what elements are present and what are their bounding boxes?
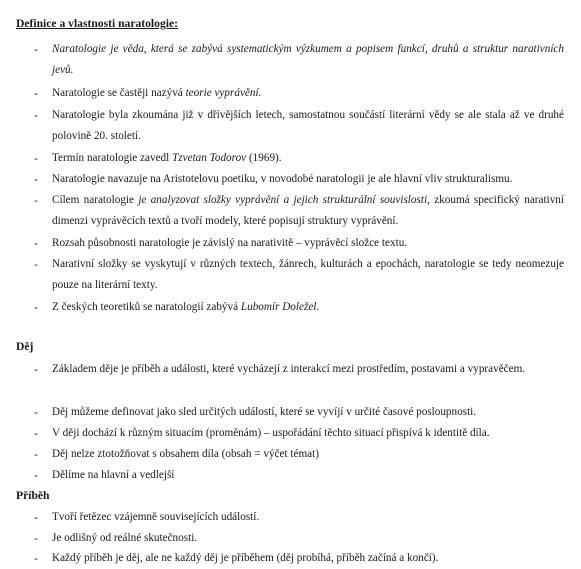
section-heading-story: Příběh <box>16 489 50 502</box>
bullet-dash: - <box>34 449 38 461</box>
list-item-text <box>52 423 564 444</box>
bullet-dash: - <box>34 407 38 419</box>
bullet-dash: - <box>34 238 38 250</box>
bullet-dash: - <box>34 533 38 545</box>
text-segment: Rozsah působnosti naratologie je závislý na narativitě – vyprávěcí složce textu. <box>52 237 408 249</box>
bullet-dash: - <box>34 302 38 314</box>
text-segment: je analyzovat složky vyprávění a jejich strukturální souvislosti <box>138 194 428 206</box>
text-segment: (1969). <box>246 152 282 164</box>
text-segment: Každý příběh je děj, ale ne každý děj je příběhem (děj probíhá, příběh začíná a končí). <box>52 552 439 564</box>
text-segment: Základem děje je příběh a události, které vycházejí z interakcí mezi prostředím, postavami a vypravěčem. <box>52 363 526 375</box>
list-item-text <box>52 548 564 569</box>
list-item-text <box>52 297 564 318</box>
bullet-dash: - <box>34 470 38 482</box>
text-segment: Dělíme na hlavní a vedlejší <box>52 469 175 481</box>
bullet-dash: - <box>34 110 38 122</box>
bullet-dash: - <box>34 174 38 186</box>
bullet-dash: - <box>34 88 38 100</box>
text-segment: Lubomír Doležel <box>240 301 317 313</box>
text-segment: . <box>316 301 320 313</box>
bullet-dash: - <box>34 553 38 565</box>
text-segment: Naratologie se častěji nazývá <box>52 87 186 99</box>
list-item-text <box>52 39 564 81</box>
list-item-text <box>52 190 564 232</box>
list-item-text <box>52 148 564 169</box>
list-item-text <box>52 444 564 465</box>
text-segment: Narativní složky se vyskytují v různých textech, žánrech, kulturách a epochách, naratologie se tedy neomezuje pouze na literární texty. <box>52 258 564 291</box>
list-item-text <box>52 105 564 147</box>
text-segment: Z českých teoretiků se naratologií zabývá <box>52 301 241 313</box>
section-heading-definitions: Definice a vlastnosti naratologie: <box>16 17 178 30</box>
list-item-text <box>52 169 564 190</box>
bullet-dash: - <box>34 153 38 165</box>
bullet-dash: - <box>34 259 38 271</box>
text-segment: V ději dochází k různým situacím (proměnám) – uspořádání těchto situací přispívá k identitě díla. <box>52 427 490 439</box>
bullet-dash: - <box>34 44 38 56</box>
text-segment: Termín naratologie zavedl <box>52 152 173 164</box>
list-item-text <box>52 528 564 549</box>
text-segment: Naratologie je věda, která se zabývá systematickým výzkumem a popisem funkcí, druhů a struktur narativních jevů. <box>52 43 564 76</box>
list-item-text <box>52 83 564 104</box>
text-segment: Cílem naratologie <box>52 194 139 206</box>
text-segment: Naratologie navazuje na Aristotelovu poetiku, v novodobé naratologii je ale hlavní vliv strukturalismu. <box>52 173 513 185</box>
list-item-text <box>52 402 564 423</box>
list-item-text <box>52 254 564 296</box>
text-segment: Tvoří řetězec vzájemně souvisejících událostí. <box>52 511 260 523</box>
bullet-dash: - <box>34 512 38 524</box>
bullet-dash: - <box>34 195 38 207</box>
list-item-text <box>52 507 564 528</box>
list-item-text <box>52 465 564 486</box>
text-segment: Děj nelze ztotožňovat s obsahem díla (obsah = výčet témat) <box>52 448 319 460</box>
text-segment: Naratologie byla zkoumána již v dřívějších letech, samostatnou součástí literární vědy se ale stala až ve druhé polovině 20. století. <box>52 109 564 142</box>
section-heading-plot: Děj <box>16 340 34 353</box>
bullet-dash: - <box>34 364 38 376</box>
text-segment: Tzvetan Todorov <box>172 152 247 164</box>
text-segment: teorie vyprávění. <box>185 87 262 99</box>
text-segment: Je odlišný od reálné skutečnosti. <box>52 532 198 544</box>
text-segment: , zkoumá specifický narativní dimenzi vyprávěcích textů a tvoří modely, které popisují struktury vyprávění. <box>52 194 564 227</box>
text-segment: Děj můžeme definovat jako sled určitých událostí, které se vyvíjí v určité časové posloupnosti. <box>52 406 477 418</box>
list-item-text <box>52 233 564 254</box>
bullet-dash: - <box>34 428 38 440</box>
list-item-text <box>52 359 564 380</box>
